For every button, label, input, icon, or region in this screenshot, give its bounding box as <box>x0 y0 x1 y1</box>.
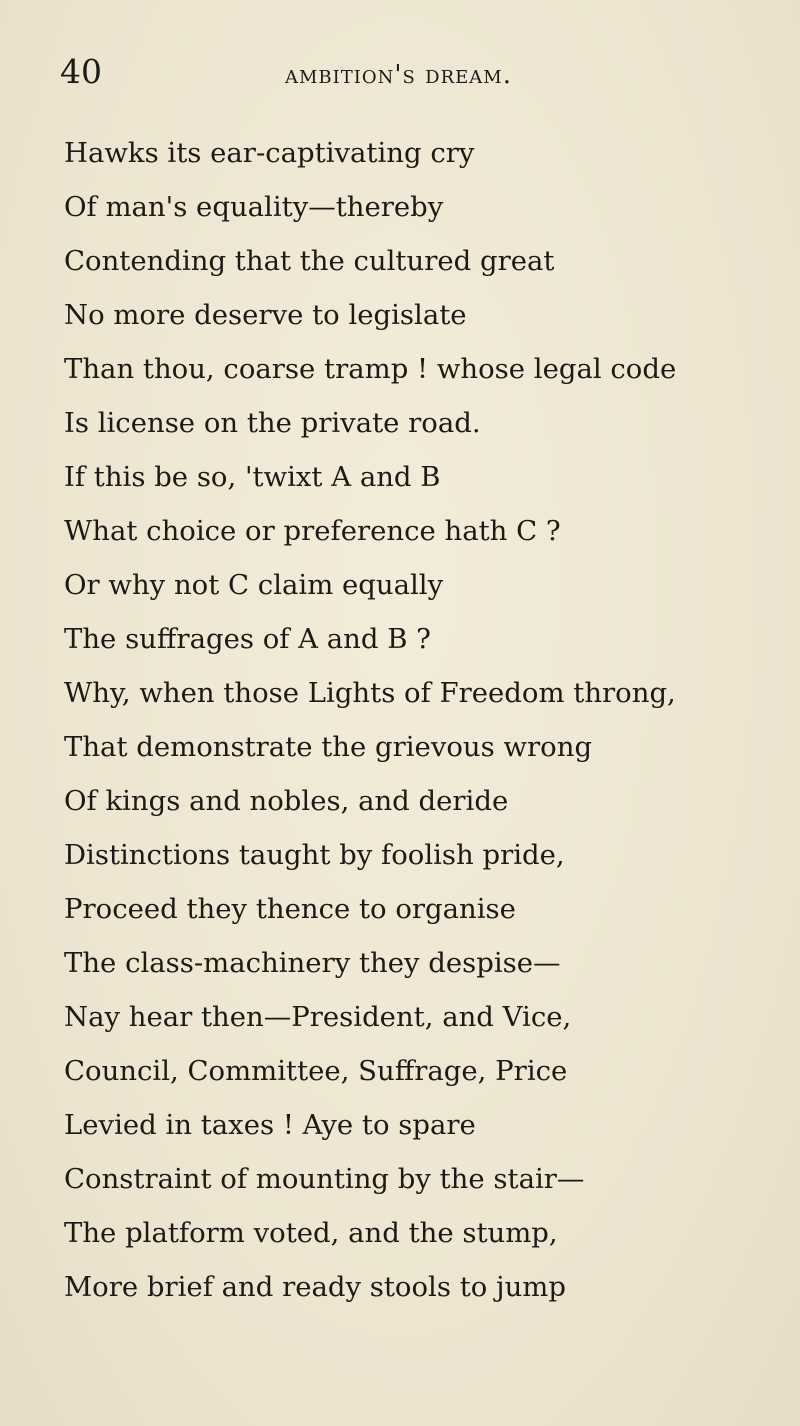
poem-line: Is license on the private road. <box>64 407 481 439</box>
page-number: 40 <box>60 52 102 91</box>
poem-line: Distinctions taught by foolish pride, <box>64 839 565 871</box>
poem-line: Contending that the cultured great <box>64 245 555 277</box>
poem-line: Constraint of mounting by the stair— <box>64 1163 585 1195</box>
poem-text <box>64 126 800 1314</box>
poem-line: Why, when those Lights of Freedom throng, <box>64 677 676 709</box>
poem-line: Or why not C claim equally <box>64 569 444 601</box>
poem-line: Of man's equality—thereby <box>64 191 444 223</box>
page-header <box>0 52 800 102</box>
poem-line: Council, Committee, Suffrage, Price <box>64 1055 568 1087</box>
running-head: ambition's dream. <box>285 60 512 90</box>
poem-line: More brief and ready stools to jump <box>64 1271 566 1303</box>
poem-line: Proceed they thence to organise <box>64 893 516 925</box>
poem-line: What choice or preference hath C ? <box>64 515 561 547</box>
poem-line: The suffrages of A and B ? <box>64 623 431 655</box>
poem-line: Than thou, coarse tramp ! whose legal code <box>64 353 677 385</box>
poem-line: If this be so, 'twixt A and B <box>64 461 441 493</box>
poem-line: The platform voted, and the stump, <box>64 1217 558 1249</box>
poem-line: Nay hear then—President, and Vice, <box>64 1001 572 1033</box>
poem-line: The class-machinery they despise— <box>64 947 561 979</box>
poem-line: Of kings and nobles, and deride <box>64 785 509 817</box>
poem-line: That demonstrate the grievous wrong <box>64 731 593 763</box>
poem-line: No more deserve to legislate <box>64 299 467 331</box>
poem-line: Hawks its ear-captivating cry <box>64 137 475 169</box>
poem-line: Levied in taxes ! Aye to spare <box>64 1109 476 1141</box>
